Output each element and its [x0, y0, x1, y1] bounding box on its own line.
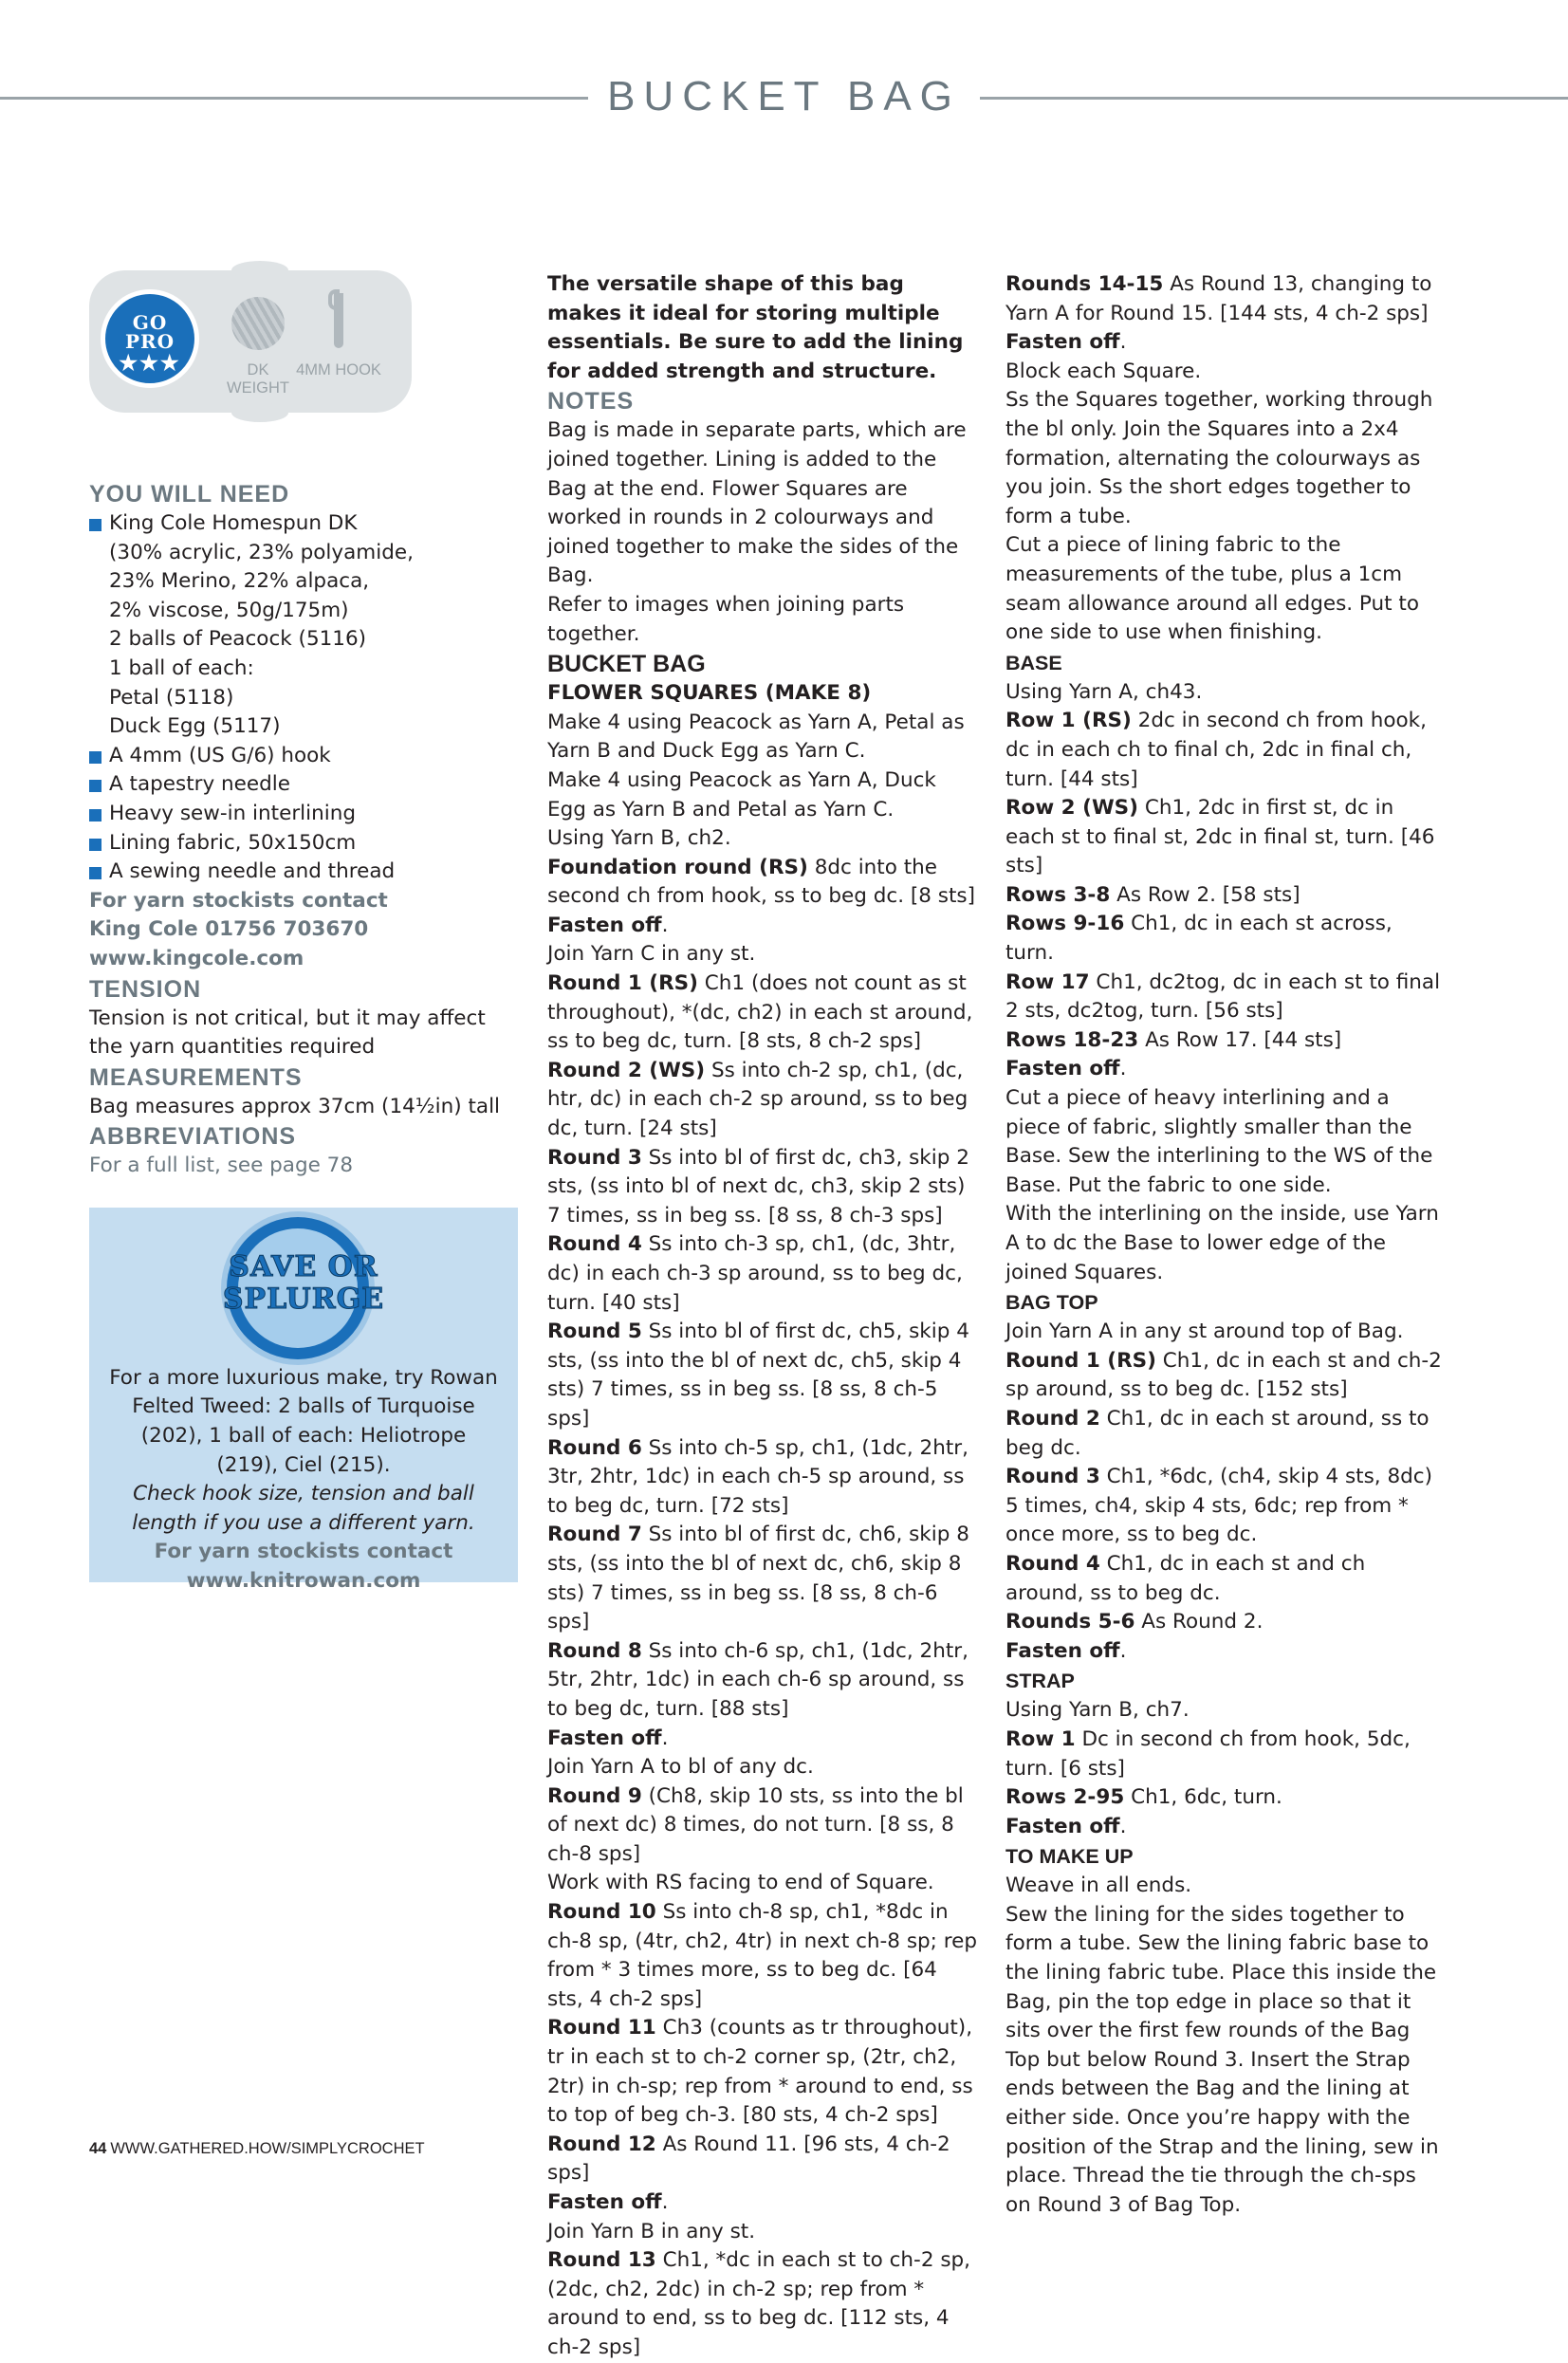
instruction-line: [1005, 1726, 1447, 1783]
bag-top-heading: BAG TOP: [1005, 1291, 1098, 1315]
instruction-line: [1005, 386, 1447, 531]
instruction-text: As Row 17. [44 sts]: [1138, 1027, 1342, 1052]
instruction-line: [547, 940, 979, 969]
flower-squares-instructions: [547, 709, 979, 2363]
instruction-step-label: Round 12: [547, 2132, 656, 2156]
instruction-text: Ss into bl of first dc, ch3, skip 2 sts, (ss into bl of next dc, ch3, skip 2 sts) 7 times, ss in beg ss. [8 ss, 8 ch-3 sps]: [547, 1145, 969, 1228]
base-heading: BASE: [1005, 651, 1062, 674]
instruction-text: Make 4 using Peacock as Yarn A, Petal as Yarn B and Duck Egg as Yarn C.: [547, 710, 965, 764]
you-will-need-heading: YOU WILL NEED: [89, 481, 290, 508]
make-up-instructions: [1005, 1872, 1447, 2220]
instruction-step-label: Fasten off: [1005, 1814, 1120, 1838]
instruction-text: Ss into ch-8 sp, ch1, *8dc in ch-8 sp, (4tr, ch2, 4tr) in next ch-8 sp; rep from * 3 times more, ss to beg dc. [64 sts, 4 ch-2 sps]: [547, 1900, 977, 2011]
instruction-text: Ch1, *dc in each st to ch-2 sp, (2dc, ch2, 2dc) in ch-2 sp; rep from * around to end, ss to beg dc. [112 sts, 4 ch-2 sps]: [547, 2248, 971, 2359]
go-pro-label: GO PRO: [124, 311, 175, 353]
instruction-step-label: Round 2: [1005, 1406, 1100, 1431]
instruction-line: [1005, 881, 1447, 911]
tension-heading: TENSION: [89, 975, 202, 1003]
instruction-step-label: Fasten off: [1005, 1057, 1120, 1081]
instruction-step-label: Round 2 (WS): [547, 1058, 706, 1082]
instruction-line: [1005, 1901, 1447, 2221]
page-footer: [89, 2140, 425, 2158]
instruction-text: As Round 11. [96 sts, 4 ch-2 sps]: [547, 2132, 950, 2186]
instruction-step-label: Rows 9-16: [1005, 912, 1125, 936]
instruction-step-label: Rows 18-23: [1005, 1027, 1139, 1052]
instruction-text: Work with RS facing to end of Square.: [547, 1871, 934, 1895]
page-title: [0, 66, 1568, 127]
instruction-line: [1005, 1405, 1447, 1463]
notes-heading: NOTES: [547, 388, 635, 415]
instruction-text: Block each Square.: [1005, 359, 1202, 383]
measurements-text: Bag measures approx 37cm (14½in) tall: [89, 1094, 501, 1118]
bucket-bag-heading: BUCKET BAG: [547, 651, 706, 678]
yarn-ball-icon: [231, 297, 285, 350]
instruction-line: [547, 1230, 979, 1318]
instruction-text: .: [1119, 1814, 1127, 1838]
left-column: [89, 270, 516, 1594]
instruction-line: [547, 912, 979, 941]
instruction-text: (Ch8, skip 10 sts, ss into the bl of next dc) 8 times, do not turn. [8 ss, 8 ch-8 sps]: [547, 1783, 964, 1866]
abbreviations-heading: ABBREVIATIONS: [89, 1123, 297, 1151]
instruction-line: [547, 1318, 979, 1433]
instruction-line: [1005, 1084, 1447, 1200]
instruction-line: [547, 854, 979, 912]
instruction-line: [1005, 358, 1447, 387]
instruction-step-label: Fasten off: [1005, 330, 1120, 355]
save-text: For a more luxurious make, try Rowan Felted Tweed: 2 balls of Turquoise (202), 1 ball of each: Heliotrope (219), Ciel (215). Check hook size, tension and ball length if you use a different yarn. For yarn stockists contact www.knitrowan.com: [109, 1365, 498, 1594]
instruction-step-label: Round 7: [547, 1523, 642, 1547]
instruction-line: [547, 2188, 979, 2218]
instruction-line: [547, 1521, 979, 1636]
instruction-text: As Row 2. [58 sts]: [1110, 882, 1301, 907]
instruction-step-label: Round 3: [547, 1145, 642, 1170]
tension-text: Tension is not critical, but it may affect the yarn quantities required: [89, 1006, 486, 1060]
material-item: Heavy sew-in interlining: [89, 800, 516, 829]
instruction-text: Ch1, 2dc in first st, dc in each st to final st, 2dc in final st, turn. [46 sts]: [1005, 796, 1435, 878]
instruction-line: [1005, 1696, 1447, 1726]
instruction-step-label: Round 3: [1005, 1465, 1100, 1489]
bag-top-instructions: [1005, 1318, 1447, 1666]
weight-label: DK WEIGHT: [227, 361, 289, 397]
instruction-step-label: Rows 2-95: [1005, 1785, 1125, 1810]
instruction-line: [1005, 1813, 1447, 1842]
instruction-line: [547, 2014, 979, 2130]
instruction-step-label: Round 5: [547, 1320, 642, 1344]
instruction-step-label: Round 13: [547, 2248, 656, 2273]
instruction-step-label: Fasten off: [1005, 1638, 1120, 1663]
instruction-line: [1005, 1055, 1447, 1084]
instruction-line: [547, 2246, 979, 2362]
instruction-line: [547, 1057, 979, 1144]
instruction-text: .: [1119, 1638, 1127, 1663]
instruction-step-label: Row 17: [1005, 969, 1090, 994]
crochet-hook-icon: [334, 293, 343, 348]
instruction-line: [547, 709, 979, 766]
instruction-text: Ss into bl of first dc, ch5, skip 4 sts, (ss into the bl of next dc, ch5, skip 4 sts) 7 times, ss in beg ss. [8 ss, 8 ch-5 sps]: [547, 1320, 969, 1431]
instruction-line: [547, 1144, 979, 1231]
instruction-text: .: [1119, 330, 1127, 355]
instruction-text: Sew the lining for the sides together to form a tube. Sew the lining fabric base to the lining fabric tube. Place this inside the Bag, pin the top edge in place so that it sits over the first few rounds of the Bag Top but below Round 3. Insert the Strap ends between the Bag and the lining at either side. Once you’re happy with the position of the Strap and the lining, sew in place. Thread the tie through the ch-sps on Round 3 of Bag Top.: [1005, 1902, 1439, 2217]
instruction-line: [547, 1753, 979, 1782]
instruction-line: [1005, 969, 1447, 1026]
instruction-line: [1005, 1347, 1447, 1405]
material-item: A 4mm (US G/6) hook: [89, 742, 516, 771]
finishing-squares-instructions: [1005, 270, 1447, 648]
instruction-step-label: Fasten off: [547, 1726, 662, 1750]
instruction-text: Ss into ch-6 sp, ch1, (1dc, 2htr, 5tr, 2htr, 1dc) in each ch-6 sp around, ss to beg dc, turn. [88 sts]: [547, 1638, 968, 1721]
instruction-text: Join Yarn C in any st.: [547, 942, 756, 967]
middle-column: [547, 270, 979, 2363]
notes-text-2: Refer to images when joining parts together.: [547, 592, 905, 646]
instruction-line: [547, 1637, 979, 1725]
instruction-line: [1005, 1318, 1447, 1347]
instruction-text: .: [661, 1726, 669, 1750]
instruction-step-label: Fasten off: [547, 913, 662, 937]
instruction-text: As Round 13, changing to Yarn A for Round 15. [144 sts, 4 ch-2 sps]: [1005, 272, 1432, 325]
material-item: A tapestry needle: [89, 770, 516, 800]
instruction-step-label: Rounds 14-15: [1005, 272, 1164, 296]
instruction-text: .: [1119, 1057, 1127, 1081]
instruction-step-label: Row 1: [1005, 1726, 1076, 1751]
instruction-line: [547, 1782, 979, 1870]
instruction-text: .: [661, 913, 669, 937]
instruction-line: [547, 1898, 979, 2014]
instruction-text: Ss into ch-3 sp, ch1, (dc, 3htr, dc) in each ch-3 sp around, ss to beg dc, turn. [40 sts]: [547, 1232, 963, 1315]
instruction-text: Ch1, dc in each st around, ss to beg dc.: [1005, 1406, 1430, 1460]
star-rating: ★★★: [119, 351, 181, 376]
instruction-step-label: Round 4: [547, 1232, 642, 1257]
instruction-line: [1005, 1026, 1447, 1056]
instruction-text: 2dc in second ch from hook, dc in each ch to final ch, 2dc in final ch, turn. [44 sts]: [1005, 709, 1427, 791]
instruction-line: [547, 2218, 979, 2247]
stockist-contact: For yarn stockists contact King Cole 01756 703670 www.kingcole.com: [89, 888, 388, 970]
instruction-step-label: Round 1 (RS): [547, 971, 698, 996]
instruction-text: Dc in second ch from hook, 5dc, turn. [6 sts]: [1005, 1726, 1411, 1781]
instruction-line: [1005, 270, 1447, 328]
save-or-splurge-box: [89, 1208, 518, 1594]
instruction-step-label: Foundation round (RS): [547, 855, 808, 879]
instruction-line: [1005, 707, 1447, 794]
instruction-line: [547, 2131, 979, 2188]
flower-squares-subheading: FLOWER SQUARES (MAKE 8): [547, 681, 872, 706]
strap-instructions: [1005, 1696, 1447, 1841]
instruction-line: [547, 1869, 979, 1898]
footer-url[interactable]: WWW.GATHERED.HOW/SIMPLYCROCHET: [110, 2140, 425, 2157]
instruction-step-label: Round 1 (RS): [1005, 1348, 1156, 1373]
instruction-line: [1005, 910, 1447, 968]
instruction-line: [1005, 328, 1447, 358]
instruction-text: Ch1, 6dc, turn.: [1124, 1785, 1282, 1810]
instruction-text: 8dc into the second ch from hook, ss to beg dc. [8 sts]: [547, 855, 975, 909]
hook-label: 4MM HOOK: [296, 361, 381, 378]
intro-text: The versatile shape of this bag makes it ideal for storing multiple essentials. Be sure to add the lining for added strength and structure.: [547, 272, 964, 383]
instruction-text: Join Yarn A to bl of any dc.: [547, 1755, 814, 1780]
instruction-line: [1005, 1637, 1447, 1667]
measurements-heading: MEASUREMENTS: [89, 1063, 303, 1091]
instruction-step-label: Round 6: [547, 1435, 642, 1460]
instruction-text: Join Yarn A in any st around top of Bag.: [1005, 1320, 1404, 1344]
instruction-text: Weave in all ends.: [1005, 1874, 1192, 1898]
instruction-step-label: Row 2 (WS): [1005, 796, 1138, 821]
instruction-text: As Round 2.: [1134, 1610, 1264, 1634]
instruction-step-label: Round 4: [1005, 1551, 1100, 1576]
instruction-text: Ch1, dc in each st and ch-2 sp around, ss to beg dc. [152 sts]: [1005, 1348, 1442, 1402]
instruction-line: [1005, 1783, 1447, 1813]
instruction-line: [1005, 1463, 1447, 1550]
instruction-text: Ss into ch-5 sp, ch1, (1dc, 2htr, 3tr, 2htr, 1dc) in each ch-5 sp around, ss to beg dc, turn. [72 sts]: [547, 1435, 968, 1518]
instruction-step-label: Rounds 5-6: [1005, 1610, 1135, 1634]
instruction-text: Cut a piece of heavy interlining and a piece of fabric, slightly smaller than the Base. Sew the interlining to the WS of the Base. Put the fabric to one side.: [1005, 1086, 1433, 1197]
materials-list: [89, 509, 516, 887]
instruction-text: Ch1, dc in each st and ch around, ss to beg dc.: [1005, 1551, 1366, 1605]
instruction-step-label: Round 8: [547, 1638, 642, 1663]
instruction-text: Ch1 (does not count as st throughout), *(dc, ch2) in each st around, ss to beg dc, turn. [8 sts, 8 ch-2 sps]: [547, 971, 973, 1054]
material-item: A sewing needle and thread: [89, 858, 516, 887]
notes-text: Bag is made in separate parts, which are joined together. Lining is added to the Bag at the end. Flower Squares are worked in rounds in 2 colourways and joined together to make the sides of the Bag.: [547, 418, 967, 588]
instruction-line: [1005, 1872, 1447, 1901]
instruction-step-label: Round 11: [547, 2016, 656, 2040]
instruction-text: Make 4 using Peacock as Yarn A, Duck Egg as Yarn B and Petal as Yarn C.: [547, 767, 936, 822]
instruction-text: Cut a piece of lining fabric to the measurements of the tube, plus a 1cm seam allowance around all edges. Put to one side to use when finishing.: [1005, 533, 1419, 645]
page-title-text: BUCKET BAG: [588, 73, 980, 120]
base-instructions: [1005, 678, 1447, 1287]
instruction-line: [547, 969, 979, 1057]
instruction-line: [547, 1434, 979, 1522]
instruction-line: [1005, 1200, 1447, 1287]
instruction-line: [1005, 1608, 1447, 1637]
instruction-text: With the interlining on the inside, use Yarn A to dc the Base to lower edge of the joined Squares.: [1005, 1202, 1439, 1284]
instruction-text: Ss the Squares together, working through the bl only. Join the Squares into a 2x4 formation, alternating the colourways as you join. Ss the short edges together to form a tube.: [1005, 388, 1433, 528]
right-column: [1005, 270, 1447, 2220]
instruction-line: [1005, 531, 1447, 647]
instruction-text: .: [661, 2190, 669, 2214]
to-make-up-heading: TO MAKE UP: [1005, 1845, 1134, 1869]
page-number: 44: [89, 2140, 107, 2157]
save-or-splurge-title: SAVE OR SPLURGE: [222, 1249, 385, 1316]
instruction-text: Ch3 (counts as tr throughout), tr in each st to ch-2 corner sp, (2tr, ch2, 2tr) in ch-sp; rep from * around to end, ss to top of beg ch-3. [80 sts, 4 ch-2 sps]: [547, 2016, 973, 2128]
strap-heading: STRAP: [1005, 1670, 1075, 1693]
instruction-step-label: Row 1 (RS): [1005, 709, 1132, 733]
instruction-line: [547, 766, 979, 824]
abbreviations-text: For a full list, see page 78: [89, 1154, 354, 1178]
instruction-line: [547, 824, 979, 854]
instruction-step-label: Round 10: [547, 1900, 656, 1925]
material-item: King Cole Homespun DK (30% acrylic, 23% polyamide, 23% Merino, 22% alpaca, 2% viscose, 50g/175m) 2 balls of Peacock (5116) 1 ball of each: Petal (5118) Duck Egg (5117): [89, 509, 516, 742]
skill-badge: [89, 270, 412, 413]
instruction-text: Ch1, *6dc, (ch4, skip 4 sts, 8dc) 5 times, ch4, skip 4 sts, 6dc; rep from * once more, ss to beg dc.: [1005, 1465, 1433, 1547]
instruction-step-label: Rows 3-8: [1005, 882, 1111, 907]
instruction-text: Using Yarn A, ch43.: [1005, 679, 1203, 704]
instruction-text: Ch1, dc in each st across, turn.: [1005, 912, 1393, 966]
instruction-text: Ss into bl of first dc, ch6, skip 8 sts, (ss into the bl of next dc, ch6, skip 8 sts) 7 times, ss in beg ss. [8 ss, 8 ch-6 sps]: [547, 1523, 969, 1634]
material-item: Lining fabric, 50x150cm: [89, 829, 516, 858]
go-pro-icon: [101, 289, 199, 388]
instruction-line: [1005, 794, 1447, 881]
instruction-step-label: Round 9: [547, 1783, 642, 1808]
instruction-line: [1005, 678, 1447, 708]
instruction-text: Using Yarn B, ch2.: [547, 826, 731, 851]
instruction-step-label: Fasten off: [547, 2190, 662, 2214]
instruction-text: Ch1, dc2tog, dc in each st to final 2 sts, dc2tog, turn. [56 sts]: [1005, 969, 1441, 1024]
instruction-text: Join Yarn B in any st.: [547, 2219, 756, 2243]
instruction-text: Ss into ch-2 sp, ch1, (dc, htr, dc) in each ch-2 sp around, ss to beg dc, turn. [24 sts]: [547, 1058, 968, 1141]
instruction-line: [1005, 1550, 1447, 1608]
instruction-text: Using Yarn B, ch7.: [1005, 1698, 1190, 1723]
instruction-line: [547, 1725, 979, 1754]
